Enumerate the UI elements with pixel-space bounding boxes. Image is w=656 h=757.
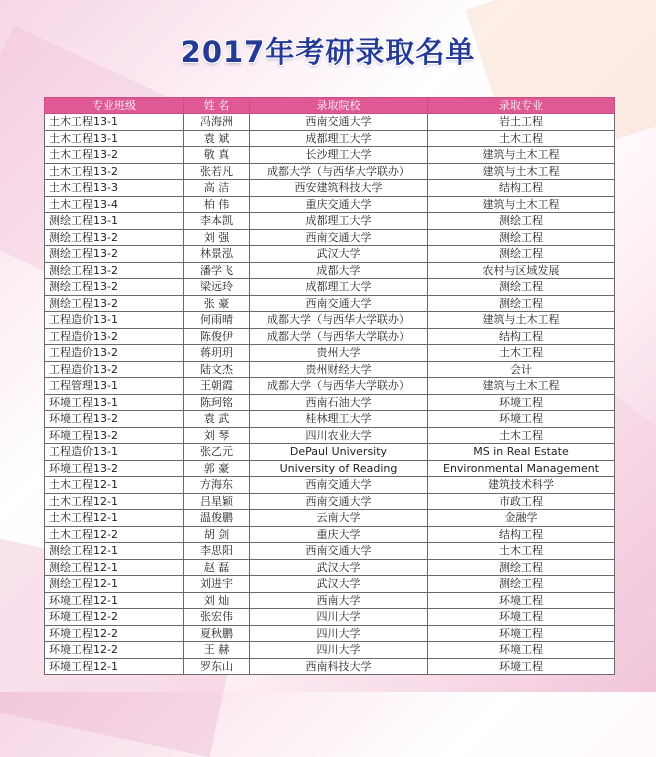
name-cell: 何雨晴 [184,312,250,329]
table-row [45,526,615,543]
name-cell: 陈珂铭 [184,394,250,411]
school-cell: 四川大学 [250,642,428,659]
major-cell: 环境工程 [428,625,615,642]
class-cell: 土木工程13-2 [45,147,184,164]
school-cell: 四川农业大学 [250,427,428,444]
name-cell: 高 洁 [184,180,250,197]
class-cell: 测绘工程13-1 [45,213,184,230]
school-cell: 武汉大学 [250,576,428,593]
name-cell: 刘 灿 [184,592,250,609]
class-cell: 土木工程13-1 [45,130,184,147]
name-cell: 赵 磊 [184,559,250,576]
name-cell: 罗东山 [184,658,250,675]
school-cell: 云南大学 [250,510,428,527]
table-row [45,229,615,246]
school-cell: 西南交通大学 [250,295,428,312]
header-class: 专业班级 [45,98,184,114]
major-cell: 环境工程 [428,642,615,659]
class-cell: 环境工程12-1 [45,592,184,609]
table-row [45,576,615,593]
name-cell: 柏 伟 [184,196,250,213]
school-cell: 西南交通大学 [250,477,428,494]
major-cell: 会计 [428,361,615,378]
class-cell: 环境工程13-1 [45,394,184,411]
table-row [45,279,615,296]
table-row [45,328,615,345]
major-cell: 金融学 [428,510,615,527]
table-row [45,493,615,510]
major-cell: 环境工程 [428,394,615,411]
class-cell: 环境工程12-2 [45,642,184,659]
table-row [45,361,615,378]
name-cell: 林景泓 [184,246,250,263]
name-cell: 刘 强 [184,229,250,246]
table-row [45,510,615,527]
school-cell: 四川大学 [250,625,428,642]
major-cell: 结构工程 [428,328,615,345]
class-cell: 测绘工程12-1 [45,576,184,593]
table-row [45,444,615,461]
school-cell: 重庆交通大学 [250,196,428,213]
name-cell: 敬 真 [184,147,250,164]
class-cell: 土木工程13-1 [45,114,184,131]
school-cell: 四川大学 [250,609,428,626]
school-cell: 西南交通大学 [250,114,428,131]
table-body [45,114,615,675]
major-cell: 土木工程 [428,130,615,147]
major-cell: 农村与区域发展 [428,262,615,279]
school-cell: University of Reading [250,460,428,477]
school-cell: 西安建筑科技大学 [250,180,428,197]
name-cell: 吕星颖 [184,493,250,510]
class-cell: 土木工程13-4 [45,196,184,213]
major-cell: 土木工程 [428,345,615,362]
table-row [45,345,615,362]
name-cell: 王朝霞 [184,378,250,395]
header-major: 录取专业 [428,98,615,114]
school-cell: 重庆大学 [250,526,428,543]
major-cell: 土木工程 [428,427,615,444]
class-cell: 土木工程12-1 [45,510,184,527]
table-row [45,147,615,164]
header-name: 姓 名 [184,98,250,114]
major-cell: 土木工程 [428,543,615,560]
table-row [45,378,615,395]
table-row [45,592,615,609]
page-title: 2017年考研录取名单 [180,35,476,69]
name-cell: 冯海洲 [184,114,250,131]
major-cell: 环境工程 [428,658,615,675]
school-cell: 成都理工大学 [250,130,428,147]
school-cell: 成都理工大学 [250,213,428,230]
table-row [45,477,615,494]
major-cell: 建筑与土木工程 [428,312,615,329]
name-cell: 夏秋鹏 [184,625,250,642]
major-cell: 建筑与土木工程 [428,147,615,164]
school-cell: 武汉大学 [250,246,428,263]
table-row [45,312,615,329]
class-cell: 测绘工程13-2 [45,229,184,246]
class-cell: 工程造价13-2 [45,361,184,378]
class-cell: 测绘工程13-2 [45,295,184,312]
class-cell: 测绘工程13-2 [45,246,184,263]
name-cell: 李思阳 [184,543,250,560]
table-row [45,642,615,659]
school-cell: 桂林理工大学 [250,411,428,428]
class-cell: 测绘工程12-1 [45,559,184,576]
name-cell: 潘学飞 [184,262,250,279]
school-cell: 成都大学 [250,262,428,279]
major-cell: MS in Real Estate [428,444,615,461]
class-cell: 工程造价13-1 [45,312,184,329]
major-cell: Environmental Management [428,460,615,477]
major-cell: 测绘工程 [428,295,615,312]
class-cell: 环境工程13-2 [45,460,184,477]
major-cell: 环境工程 [428,411,615,428]
table-header-row [45,98,615,114]
class-cell: 环境工程12-2 [45,609,184,626]
name-cell: 郭 豪 [184,460,250,477]
school-cell: 西南大学 [250,592,428,609]
school-cell: 成都大学（与西华大学联办） [250,378,428,395]
header-school: 录取院校 [250,98,428,114]
major-cell: 测绘工程 [428,279,615,296]
class-cell: 土木工程12-1 [45,477,184,494]
major-cell: 测绘工程 [428,229,615,246]
table-row [45,658,615,675]
table-row [45,130,615,147]
name-cell: 王 赫 [184,642,250,659]
major-cell: 岩土工程 [428,114,615,131]
name-cell: 袁 斌 [184,130,250,147]
school-cell: 西南科技大学 [250,658,428,675]
major-cell: 测绘工程 [428,576,615,593]
major-cell: 建筑与土木工程 [428,163,615,180]
table-row [45,295,615,312]
major-cell: 结构工程 [428,526,615,543]
class-cell: 环境工程12-1 [45,658,184,675]
school-cell: 成都大学（与西华大学联办） [250,328,428,345]
major-cell: 建筑与土木工程 [428,196,615,213]
class-cell: 土木工程13-3 [45,180,184,197]
major-cell: 环境工程 [428,592,615,609]
class-cell: 环境工程12-2 [45,625,184,642]
class-cell: 测绘工程13-2 [45,279,184,296]
school-cell: 西南交通大学 [250,493,428,510]
class-cell: 土木工程13-2 [45,163,184,180]
class-cell: 环境工程13-2 [45,411,184,428]
table-row [45,196,615,213]
name-cell: 张 豪 [184,295,250,312]
name-cell: 袁 武 [184,411,250,428]
school-cell: 成都理工大学 [250,279,428,296]
name-cell: 胡 剑 [184,526,250,543]
name-cell: 李本凯 [184,213,250,230]
school-cell: 长沙理工大学 [250,147,428,164]
name-cell: 张若凡 [184,163,250,180]
name-cell: 刘 琴 [184,427,250,444]
school-cell: 西南交通大学 [250,543,428,560]
name-cell: 蒋玥玥 [184,345,250,362]
major-cell: 测绘工程 [428,246,615,263]
name-cell: 方海东 [184,477,250,494]
school-cell: 西南交通大学 [250,229,428,246]
name-cell: 温俊鹏 [184,510,250,527]
name-cell: 张宏伟 [184,609,250,626]
school-cell: 贵州大学 [250,345,428,362]
table-row [45,625,615,642]
major-cell: 建筑技术科学 [428,477,615,494]
table-row [45,262,615,279]
table-row [45,180,615,197]
table-row [45,411,615,428]
table-row [45,543,615,560]
major-cell: 测绘工程 [428,213,615,230]
class-cell: 测绘工程13-2 [45,262,184,279]
name-cell: 张乙元 [184,444,250,461]
major-cell: 建筑与土木工程 [428,378,615,395]
class-cell: 测绘工程12-1 [45,543,184,560]
class-cell: 土木工程12-2 [45,526,184,543]
school-cell: DePaul University [250,444,428,461]
table-row [45,559,615,576]
class-cell: 环境工程13-2 [45,427,184,444]
table-row [45,114,615,131]
major-cell: 市政工程 [428,493,615,510]
class-cell: 工程管理13-1 [45,378,184,395]
school-cell: 贵州财经大学 [250,361,428,378]
school-cell: 成都大学（与西华大学联办） [250,312,428,329]
school-cell: 西南石油大学 [250,394,428,411]
class-cell: 工程造价13-1 [45,444,184,461]
table-row [45,394,615,411]
class-cell: 工程造价13-2 [45,328,184,345]
class-cell: 土木工程12-1 [45,493,184,510]
school-cell: 武汉大学 [250,559,428,576]
table-row [45,427,615,444]
table-row [45,213,615,230]
table-row [45,246,615,263]
table-row [45,460,615,477]
major-cell: 环境工程 [428,609,615,626]
school-cell: 成都大学（与西华大学联办） [250,163,428,180]
admission-table [44,97,615,675]
name-cell: 陆文杰 [184,361,250,378]
name-cell: 陈俊伊 [184,328,250,345]
major-cell: 结构工程 [428,180,615,197]
table-row [45,609,615,626]
name-cell: 刘进宇 [184,576,250,593]
table-row [45,163,615,180]
class-cell: 工程造价13-2 [45,345,184,362]
name-cell: 梁远玲 [184,279,250,296]
major-cell: 测绘工程 [428,559,615,576]
